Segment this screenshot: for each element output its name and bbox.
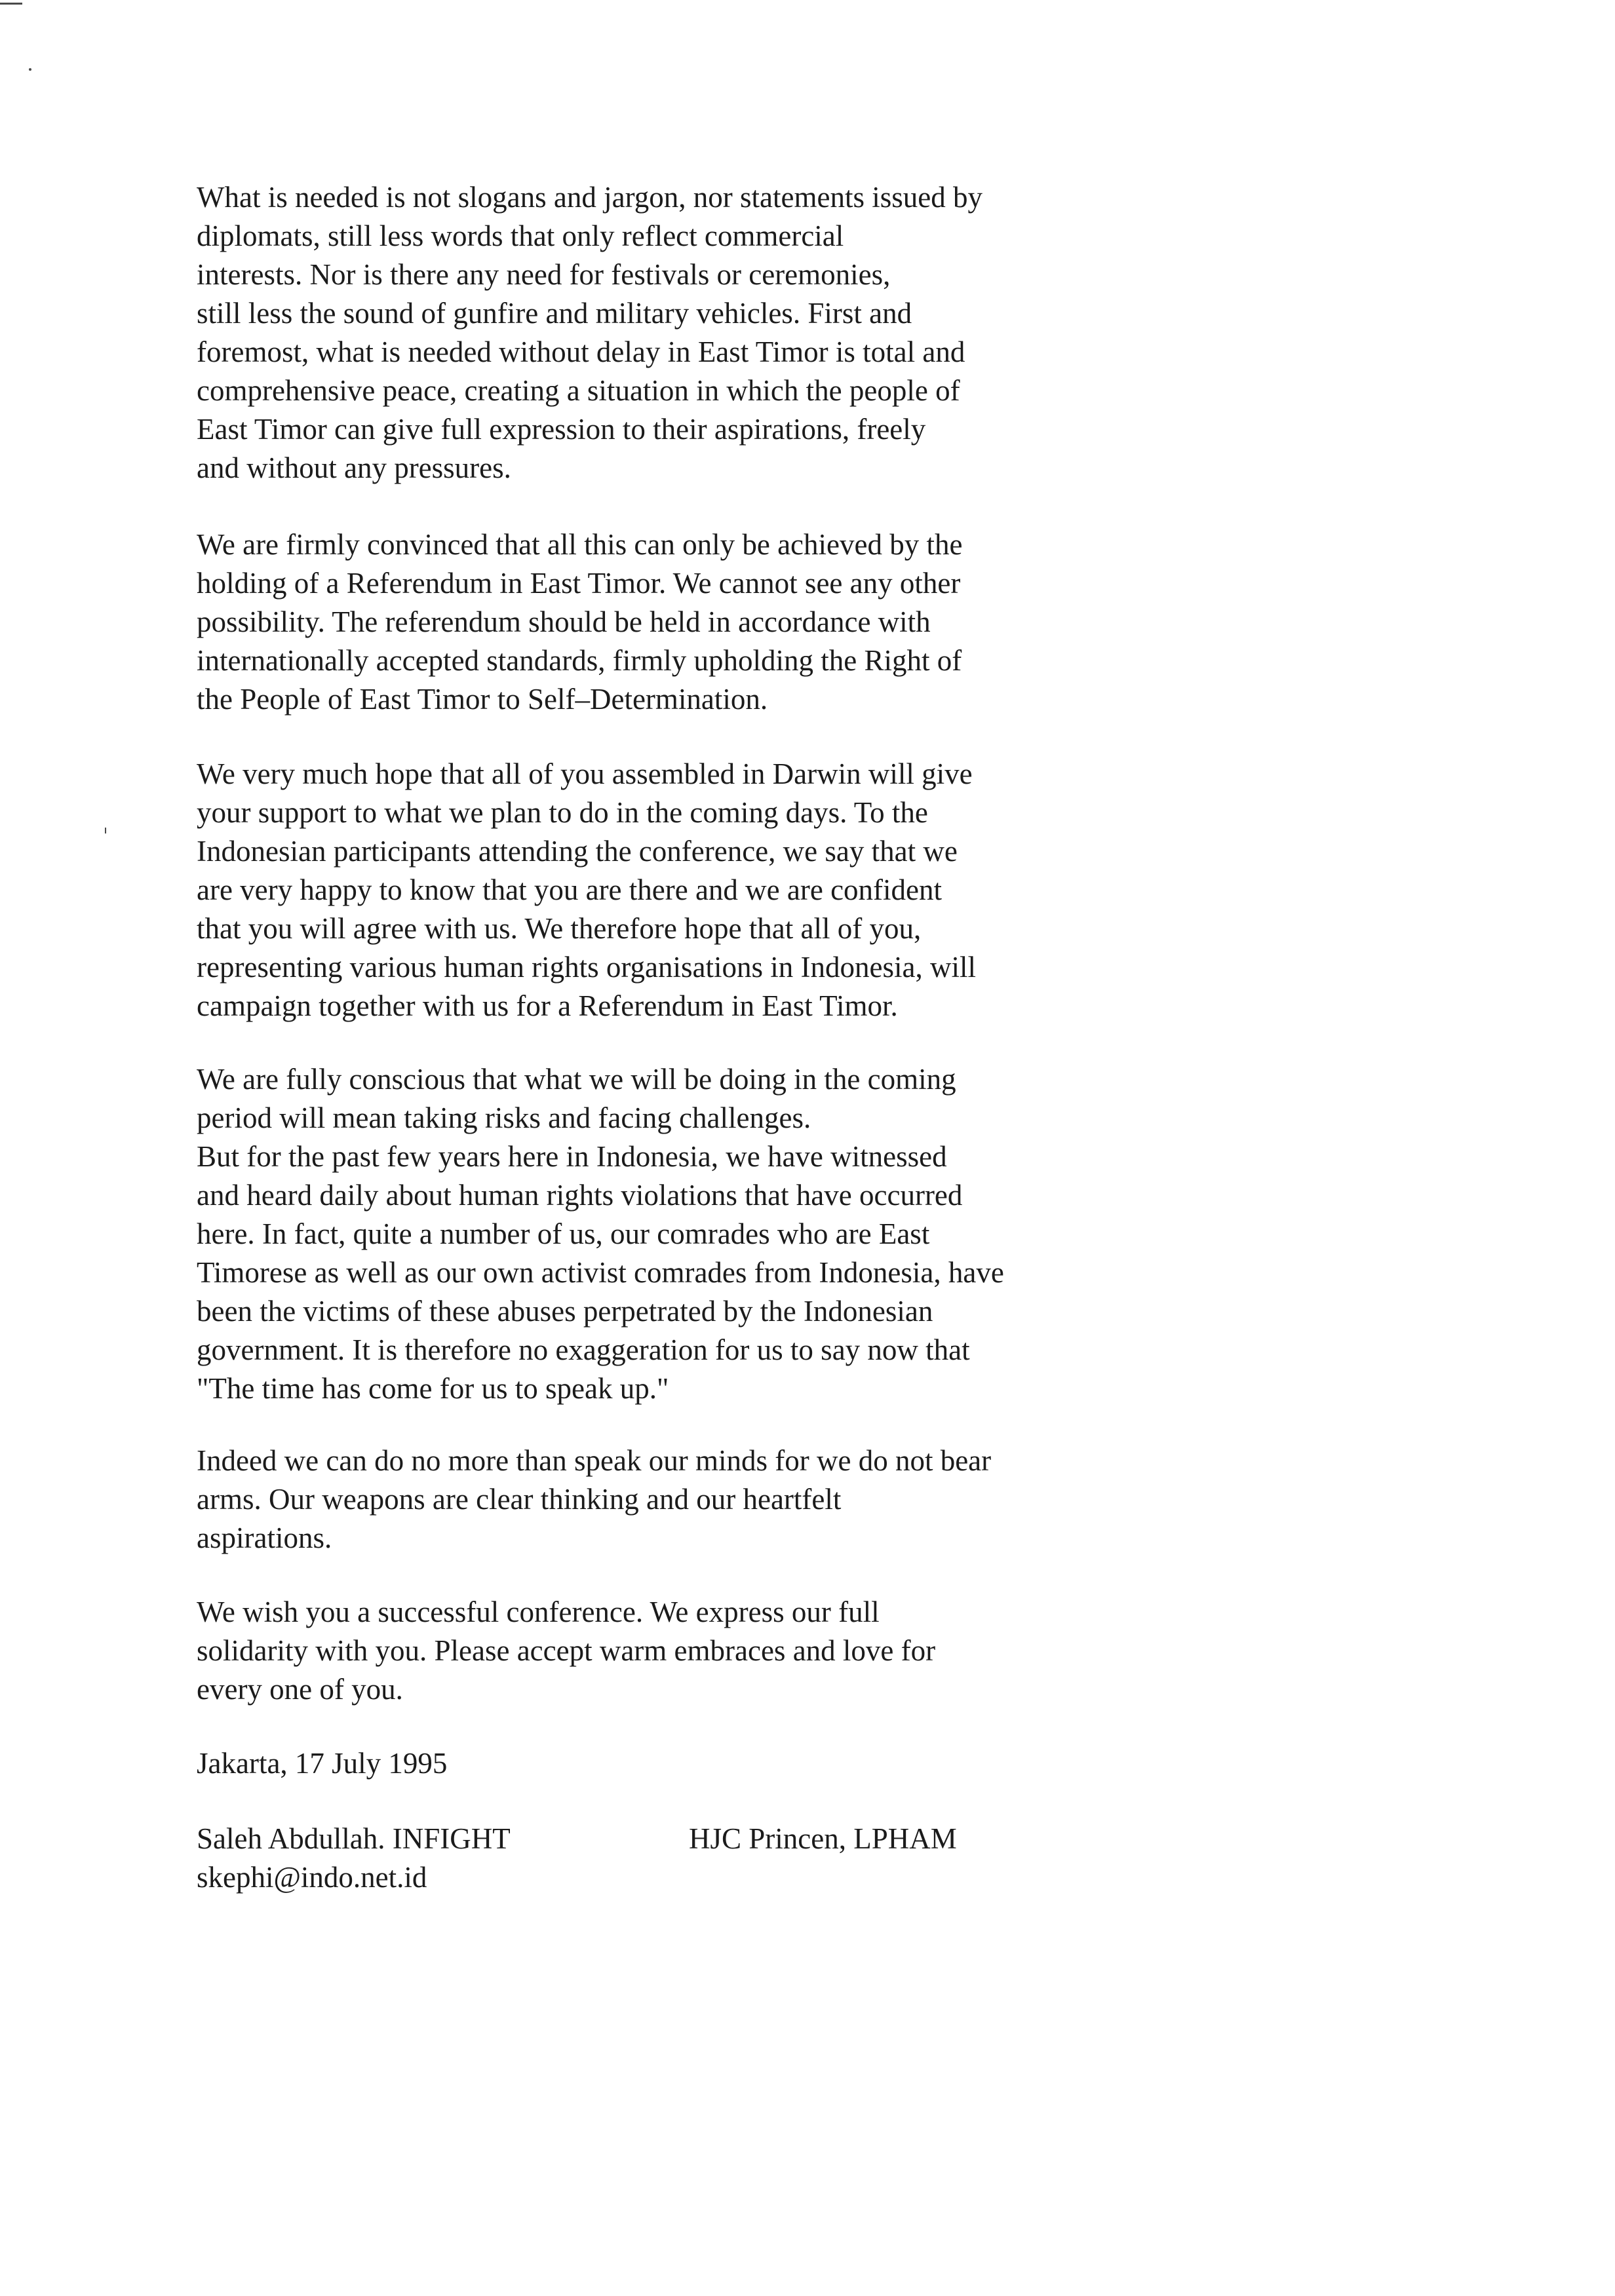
body-line: been the victims of these abuses perpetrated by the Indonesian bbox=[197, 1295, 933, 1328]
body-line: interests. Nor is there any need for festivals or ceremonies, bbox=[197, 258, 891, 291]
body-line: We are fully conscious that what we will be doing in the coming bbox=[197, 1063, 956, 1096]
body-line: your support to what we plan to do in the coming days. To the bbox=[197, 796, 928, 829]
body-line: internationally accepted standards, firmly upholding the Right of bbox=[197, 644, 962, 677]
body-line: diplomats, still less words that only reflect commercial bbox=[197, 220, 844, 252]
body-line: comprehensive peace, creating a situation in which the people of bbox=[197, 374, 960, 407]
body-line: foremost, what is needed without delay in East Timor is total and bbox=[197, 335, 965, 368]
body-line: and without any pressures. bbox=[197, 451, 511, 484]
body-line: representing various human rights organisations in Indonesia, will bbox=[197, 951, 976, 984]
body-line: But for the past few years here in Indonesia, we have witnessed bbox=[197, 1140, 947, 1173]
body-line: "The time has come for us to speak up." bbox=[197, 1372, 669, 1405]
body-line: here. In fact, quite a number of us, our comrades who are East bbox=[197, 1217, 930, 1250]
body-line: still less the sound of gunfire and military vehicles. First and bbox=[197, 297, 912, 330]
body-line: What is needed is not slogans and jargon, nor statements issued by bbox=[197, 181, 983, 214]
body-line: aspirations. bbox=[197, 1521, 332, 1554]
body-line: the People of East Timor to Self–Determination. bbox=[197, 683, 768, 716]
body-line: Timorese as well as our own activist comrades from Indonesia, have bbox=[197, 1256, 1004, 1289]
signatory-name-2: HJC Princen, LPHAM bbox=[689, 1822, 957, 1855]
body-line: Indonesian participants attending the conference, we say that we bbox=[197, 835, 958, 868]
body-line: We very much hope that all of you assembled in Darwin will give bbox=[197, 757, 973, 790]
body-line: every one of you. bbox=[197, 1673, 403, 1706]
signatory-name-1: Saleh Abdullah. INFIGHT bbox=[197, 1822, 511, 1855]
signatory-email-1: skephi@indo.net.id bbox=[197, 1861, 427, 1894]
body-line: East Timor can give full expression to their aspirations, freely bbox=[197, 413, 926, 446]
scan-speck bbox=[29, 68, 31, 71]
scan-corner-mark bbox=[0, 3, 22, 5]
body-line: We wish you a successful conference. We express our full bbox=[197, 1596, 880, 1628]
body-line: are very happy to know that you are there and we are confident bbox=[197, 873, 943, 906]
scan-speck bbox=[105, 828, 106, 833]
body-line: solidarity with you. Please accept warm embraces and love for bbox=[197, 1634, 936, 1667]
place-date: Jakarta, 17 July 1995 bbox=[197, 1747, 448, 1780]
body-line: arms. Our weapons are clear thinking and our heartfelt bbox=[197, 1483, 842, 1516]
body-line: Indeed we can do no more than speak our minds for we do not bear bbox=[197, 1444, 992, 1477]
body-line: and heard daily about human rights violations that have occurred bbox=[197, 1179, 963, 1212]
body-line: period will mean taking risks and facing challenges. bbox=[197, 1101, 811, 1134]
body-line: campaign together with us for a Referendum in East Timor. bbox=[197, 989, 898, 1022]
body-line: that you will agree with us. We therefore hope that all of you, bbox=[197, 912, 922, 945]
body-line: holding of a Referendum in East Timor. We cannot see any other bbox=[197, 567, 961, 600]
body-line: possibility. The referendum should be held in accordance with bbox=[197, 605, 931, 638]
body-line: government. It is therefore no exaggeration for us to say now that bbox=[197, 1333, 970, 1366]
body-line: We are firmly convinced that all this can only be achieved by the bbox=[197, 528, 963, 561]
